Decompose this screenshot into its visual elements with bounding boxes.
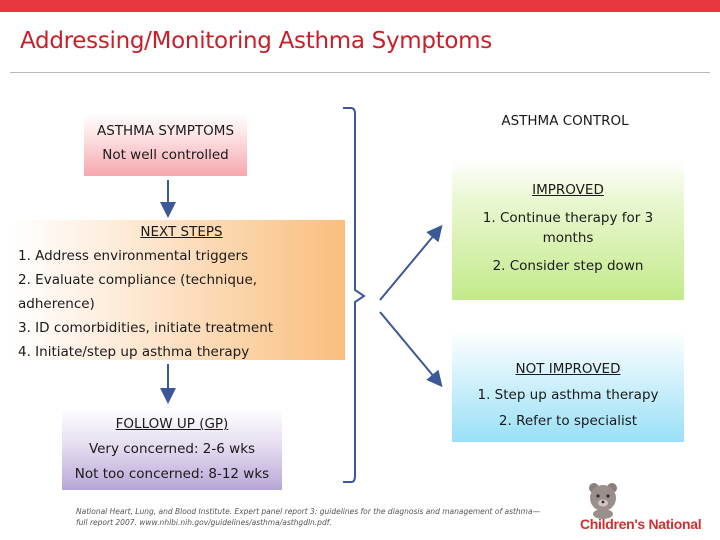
- asthma-control-heading: ASTHMA CONTROL: [501, 113, 629, 129]
- next-step-item: adherence): [18, 296, 95, 312]
- page-title: Addressing/Monitoring Asthma Symptoms: [20, 28, 492, 54]
- next-step-item: 1. Address environmental triggers: [18, 248, 249, 264]
- follow-up-line: Not too concerned: 8-12 wks: [74, 466, 270, 482]
- childrens-national-logo-text: Children's National: [580, 516, 702, 532]
- arrow-to-not-improved: [380, 312, 440, 384]
- improved-item: 2. Consider step down: [492, 258, 644, 274]
- improved-item: 1. Continue therapy for 3 months: [482, 210, 654, 246]
- symptoms-status: Not well controlled: [102, 147, 229, 163]
- not-improved-item: 1. Step up asthma therapy: [477, 387, 659, 403]
- next-step-item: 4. Initiate/step up asthma therapy: [18, 344, 250, 360]
- next-steps-heading: NEXT STEPS: [140, 224, 223, 240]
- next-step-item: 2. Evaluate compliance (technique,: [18, 272, 258, 288]
- not-improved-heading: NOT IMPROVED: [515, 361, 621, 377]
- arrow-to-improved: [380, 228, 440, 300]
- symptoms-heading: ASTHMA SYMPTOMS: [96, 123, 235, 139]
- improved-heading: IMPROVED: [532, 182, 604, 198]
- follow-up-heading: FOLLOW UP (GP): [115, 416, 229, 432]
- not-improved-item: 2. Refer to specialist: [498, 413, 638, 429]
- grouping-bracket: [343, 108, 364, 482]
- citation-footnote: National Heart, Lung, and Blood Institute. Expert panel report 3: guidelines for the diagnosis and management of asthma—full report 2007. www.nhlbi.nih.gov/guidelines/asthma/asthgdln.pdf.: [76, 507, 541, 527]
- next-step-item: 3. ID comorbidities, initiate treatment: [18, 320, 274, 336]
- follow-up-line: Very concerned: 2-6 wks: [88, 441, 256, 457]
